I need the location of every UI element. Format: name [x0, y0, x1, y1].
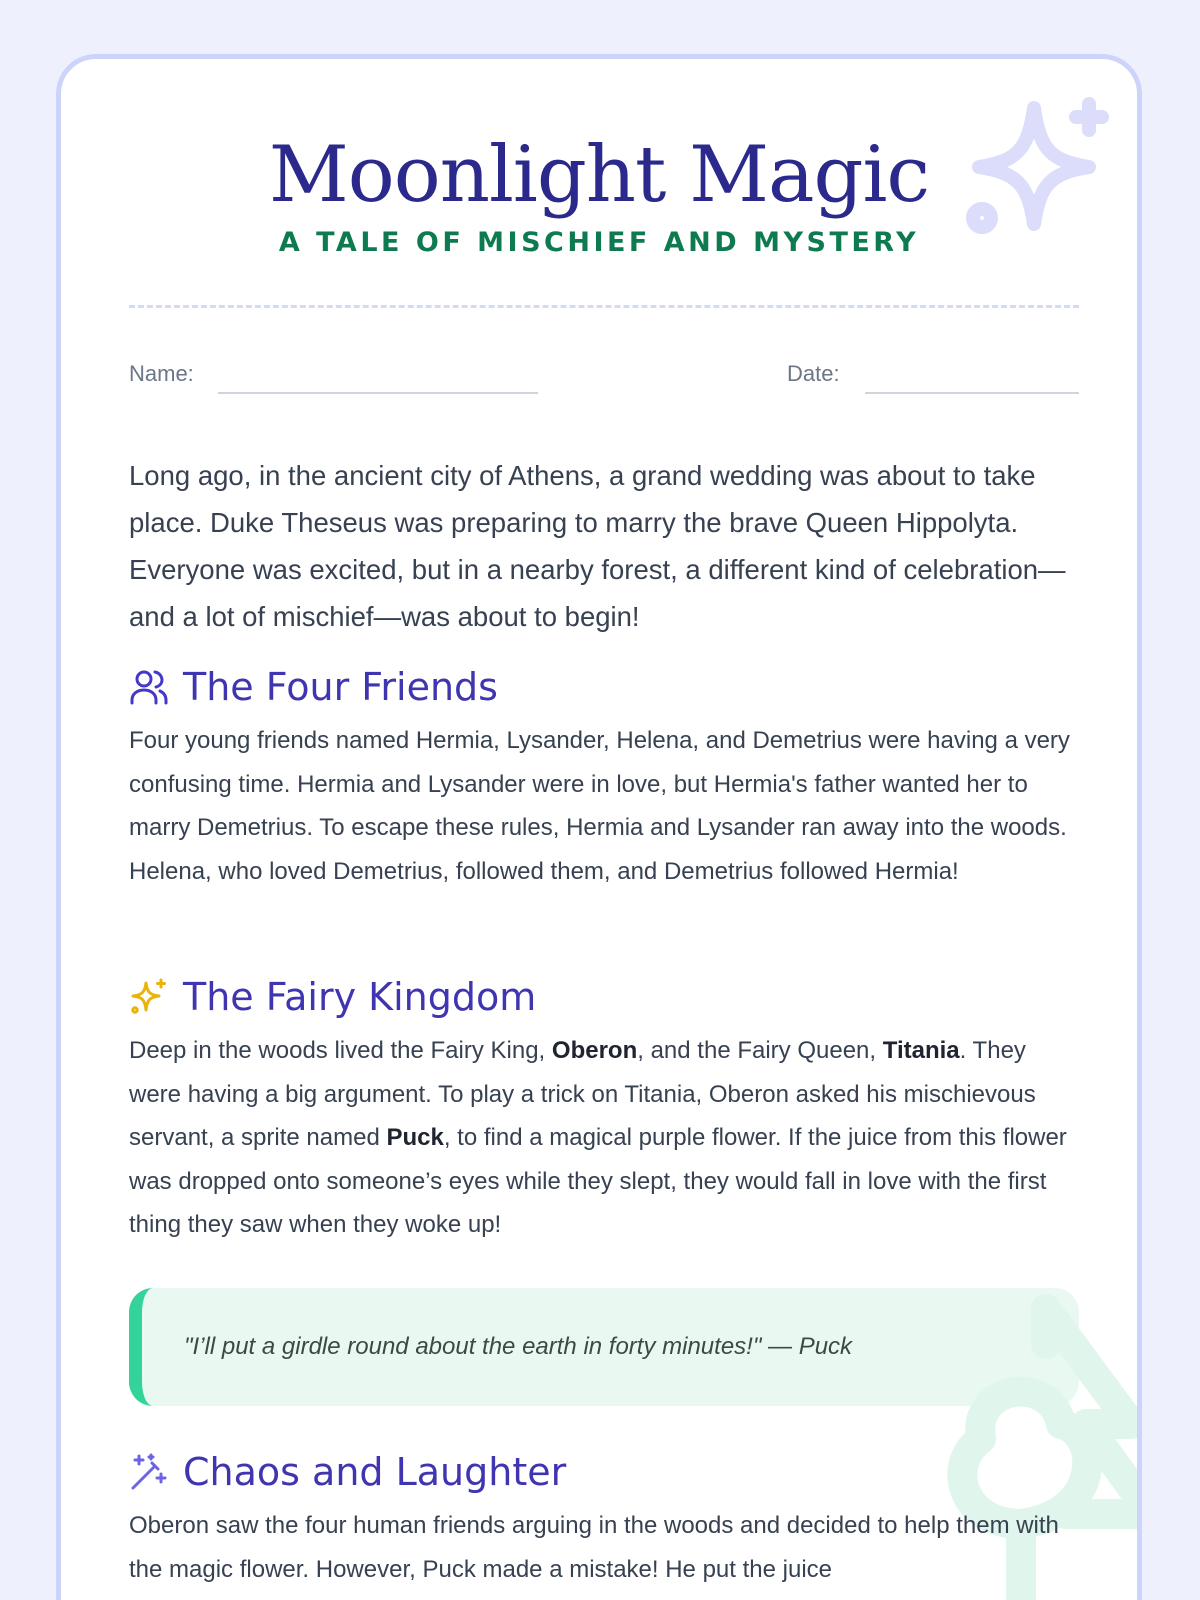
- date-field[interactable]: [865, 392, 1079, 394]
- text-span: . They were having a big argument. To play a trick on Titania, Oberon asked his mischievous servant, a sprite named: [129, 1037, 1036, 1151]
- section-heading-label: The Fairy Kingdom: [183, 975, 537, 1019]
- section-heading-label: Chaos and Laughter: [183, 1450, 567, 1494]
- page-title: Moonlight Magic: [268, 130, 930, 220]
- text-span: , to find a magical purple flower. If the juice from this flower was dropped onto someone’s eyes while they slept, they would fall in love with the first thing they saw when they woke up!: [129, 1124, 1067, 1238]
- character-name-titania: Titania: [882, 1037, 960, 1064]
- magic-wand-icon: [129, 1452, 169, 1492]
- users-icon: [129, 667, 169, 707]
- text-span: , and the Fairy Queen,: [637, 1037, 883, 1064]
- intro-paragraph: Long ago, in the ancient city of Athens, a grand wedding was about to take place. Duke Theseus was preparing to marry the brave Queen Hippolyta. Everyone was excited, but in a nearby forest, a different kind of celebration—and a lot of mischief—was about to begin!: [129, 460, 1066, 632]
- name-field[interactable]: [218, 392, 538, 394]
- name-label: Name:: [129, 361, 194, 386]
- dashed-divider: [129, 305, 1079, 308]
- character-name-puck: Puck: [386, 1124, 444, 1151]
- chaos-laughter-paragraph: Oberon saw the four human friends arguing in the woods and decided to help them with the magic flower. However, Puck made a mistake! He put the juice: [129, 1512, 1059, 1583]
- date-label: Date:: [787, 361, 840, 386]
- sparkles-icon: [129, 977, 169, 1017]
- section-heading-chaos-laughter: [129, 1444, 1079, 1500]
- section-heading-four-friends: [129, 659, 1079, 715]
- text-span: Deep in the woods lived the Fairy King,: [129, 1037, 552, 1064]
- character-name-oberon: Oberon: [551, 1037, 638, 1064]
- four-friends-paragraph: Four young friends named Hermia, Lysander, Helena, and Demetrius were having a very confusing time. Hermia and Lysander were in love, but Hermia's father wanted her to marry Demetrius. To escape these rules, Hermia and Lysander ran away into the woods. Helena, who loved Demetrius, followed them, and Demetrius followed Hermia!: [129, 727, 1070, 885]
- section-heading-label: The Four Friends: [183, 665, 498, 709]
- section-heading-fairy-kingdom: [129, 969, 1079, 1025]
- story-card: [56, 54, 1142, 1600]
- page-subtitle: A TALE OF MISCHIEF AND MYSTERY: [278, 227, 920, 258]
- quote-block: [129, 1288, 1079, 1406]
- fairy-kingdom-paragraph: [129, 1029, 1079, 1247]
- quote-text: "I’ll put a girdle round about the earth in forty minutes!" — Puck: [184, 1333, 853, 1360]
